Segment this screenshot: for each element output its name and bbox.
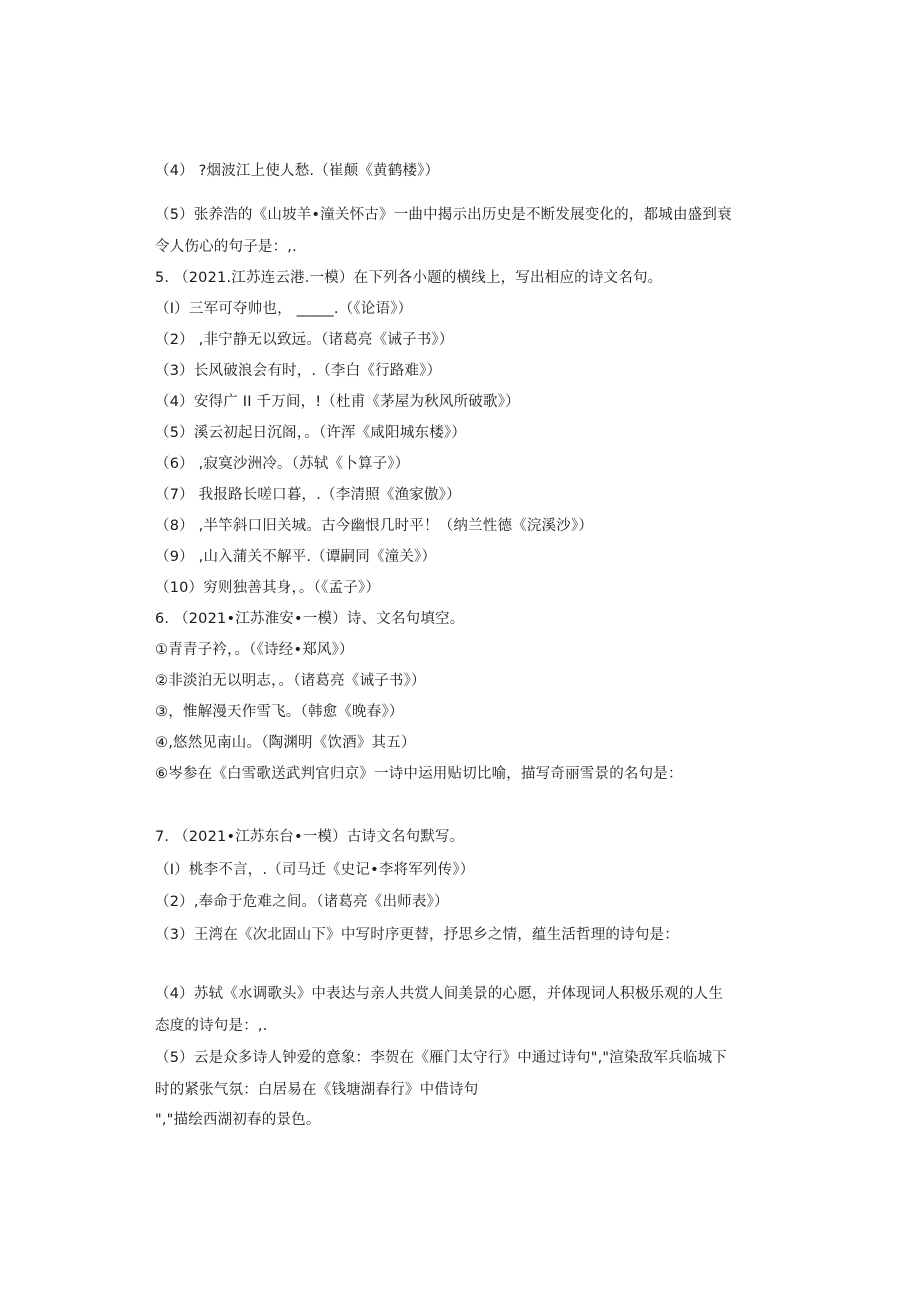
q5-item-2: （2） ,非宁静无以致远。（诸葛亮《诫子书》） [155, 332, 454, 348]
q7-item-4-continuation: 态度的诗句是：,. [155, 1018, 268, 1034]
q7-item-5-continuation: 时的紧张气氛：白居易在《钱塘湖春行》中借诗句 [155, 1082, 479, 1098]
q5-item-10: （10）穷则独善其身，。（《孟子》） [155, 580, 381, 596]
q7-item-5: （5）云是众多诗人钟爱的意象：李贺在《雁门太守行》中通过诗句","渲染敌军兵临城下 [155, 1050, 727, 1066]
q7-item-5-end: ","描绘西湖初春的景色。 [155, 1112, 321, 1128]
q5-item-4: （4）安得广 II 千万间，!（杜甫《茅屋为秋风所破歌》） [155, 394, 520, 410]
q5-item-3: （3）长风破浪会有时，.（李白《行路难》） [155, 363, 442, 379]
q6-item-6: ⑥岑参在《白雪歌送武判官归京》一诗中运用贴切比喻，描写奇丽雪景的名句是： [155, 766, 683, 782]
q5-item-8: （8） ,半竿斜口旧关城。古今幽恨几时平！（纳兰性德《浣溪沙》） [155, 518, 594, 534]
q5-zhangyanghao-line: （5）张养浩的《山坡羊•潼关怀古》一曲中揭示出历史是不断发展变化的，都城由盛到衰 [155, 207, 732, 223]
question-6-heading: 6. （2021•江苏淮安•一模）诗、文名句填空。 [155, 611, 465, 627]
q4-cuihao-line: （4） ?烟波江上使人愁.（崔颠《黄鹤楼》） [155, 163, 440, 179]
q6-item-1: ①青青子衿，。（《诗经•郑风》） [155, 642, 354, 658]
q7-item-4: （4）苏轼《水调歌头》中表达与亲人共赏人间美景的心愿，并体现词人积极乐观的人生 [155, 986, 724, 1002]
q6-item-3: ③，惟解漫天作雪飞。（韩愈《晚春》） [155, 704, 404, 720]
q7-item-2: （2）,奉命于危难之间。（诸葛亮《出师表》） [155, 894, 449, 910]
q5-item-5: （5）溪云初起日沉阁，。（许浑《咸阳城东楼》） [155, 425, 467, 441]
q5-item-1: （I）三军可夺帅也， _____.（《论语》） [155, 301, 413, 317]
q5-item-7: （7） 我报路长嗟口暮，.（李清照《渔家傲》） [155, 487, 461, 503]
q5-continuation-line: 令人伤心的句子是：,. [155, 239, 297, 255]
q6-item-2: ②非淡泊无以明志，。（诸葛亮《诫子书》） [155, 673, 426, 689]
q5-item-6: （6） ,寂寞沙洲冷。（苏轼《卜算子》） [155, 456, 410, 472]
question-7-heading: 7. （2021•江苏东台•一模）古诗文名句默写。 [155, 829, 465, 845]
question-5-heading: 5. （2021.江苏连云港.一模）在下列各小题的横线上，写出相应的诗文名句。 [155, 270, 663, 286]
q7-item-3: （3）王湾在《次北固山下》中写时序更替，抒思乡之情，蕴生活哲理的诗句是： [155, 927, 679, 943]
q7-item-1: （I）桃李不言，.（司马迁《史记•李将军列传》） [155, 862, 475, 878]
q5-item-9: （9） ,山入蒲关不解平.（谭嗣同《潼关》） [155, 549, 437, 565]
q6-item-4: ④,悠然见南山。（陶渊明《饮酒》其五） [155, 735, 416, 751]
